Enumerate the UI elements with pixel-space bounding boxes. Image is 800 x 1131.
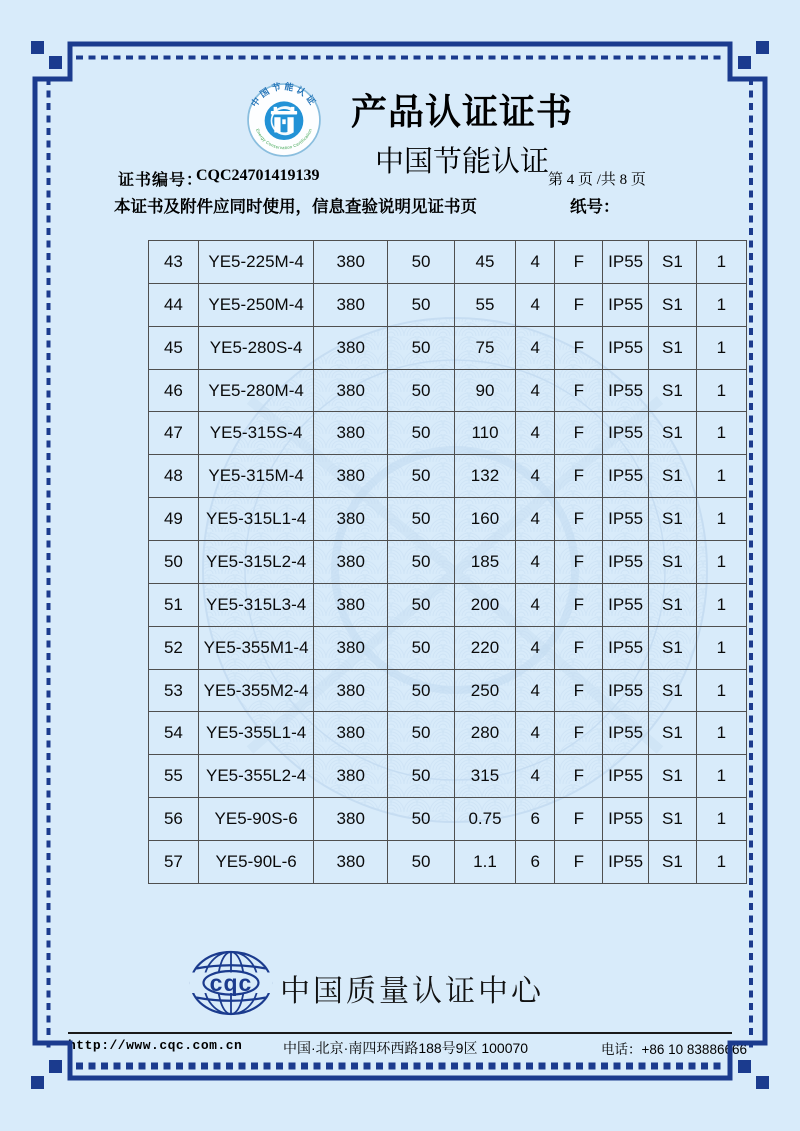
cqc-globe-logo-icon: [188, 950, 274, 1018]
table-cell: 6: [515, 841, 554, 884]
table-cell: 4: [515, 241, 554, 284]
table-cell: S1: [649, 283, 697, 326]
spec-table-container: [148, 240, 747, 884]
table-cell: 4: [515, 498, 554, 541]
table-cell: YE5-315M-4: [198, 455, 314, 498]
cert-no-label: 证书编号：: [118, 172, 204, 189]
table-cell: 53: [149, 669, 199, 712]
table-cell: 54: [149, 712, 199, 755]
table-cell: IP55: [603, 241, 649, 284]
table-cell: 50: [388, 498, 455, 541]
table-row: [149, 498, 747, 541]
table-cell: S1: [649, 712, 697, 755]
table-cell: 1: [696, 626, 746, 669]
table-cell: 185: [455, 541, 516, 584]
table-cell: F: [555, 669, 603, 712]
table-cell: 1: [696, 841, 746, 884]
table-cell: 380: [314, 583, 388, 626]
table-row: [149, 755, 747, 798]
table-cell: 4: [515, 583, 554, 626]
table-cell: YE5-90L-6: [198, 841, 314, 884]
table-cell: IP55: [603, 669, 649, 712]
table-cell: F: [555, 369, 603, 412]
table-cell: 1: [696, 541, 746, 584]
table-cell: 50: [388, 455, 455, 498]
table-cell: F: [555, 241, 603, 284]
table-cell: 1: [696, 326, 746, 369]
table-cell: F: [555, 798, 603, 841]
spec-table-body: [149, 241, 747, 884]
footer-website-link[interactable]: http://www.cqc.com.cn: [68, 1038, 243, 1053]
table-cell: 55: [455, 283, 516, 326]
table-cell: 1: [696, 455, 746, 498]
table-cell: 380: [314, 755, 388, 798]
table-cell: 46: [149, 369, 199, 412]
table-cell: 1: [696, 755, 746, 798]
energy-conservation-badge-icon: [246, 82, 322, 158]
page-subtitle: 中国节能认证: [374, 146, 549, 178]
table-cell: 4: [515, 412, 554, 455]
table-cell: IP55: [603, 755, 649, 798]
table-cell: 0.75: [455, 798, 516, 841]
table-cell: 1: [696, 798, 746, 841]
cqc-logo-text: cqc: [209, 970, 253, 996]
table-cell: YE5-355L2-4: [198, 755, 314, 798]
table-cell: 49: [149, 498, 199, 541]
table-cell: 1: [696, 283, 746, 326]
table-cell: 55: [149, 755, 199, 798]
table-cell: 50: [388, 669, 455, 712]
table-row: [149, 841, 747, 884]
table-cell: 50: [388, 241, 455, 284]
table-cell: 220: [455, 626, 516, 669]
table-cell: S1: [649, 498, 697, 541]
footer-divider: [68, 1032, 732, 1034]
table-cell: 4: [515, 326, 554, 369]
table-cell: YE5-315L3-4: [198, 583, 314, 626]
table-cell: 380: [314, 369, 388, 412]
table-cell: YE5-280S-4: [198, 326, 314, 369]
table-cell: 4: [515, 369, 554, 412]
table-cell: YE5-315L1-4: [198, 498, 314, 541]
table-row: [149, 669, 747, 712]
table-cell: IP55: [603, 712, 649, 755]
table-cell: 380: [314, 541, 388, 584]
table-cell: 160: [455, 498, 516, 541]
badge-arc-top-text: 中国节能认证: [249, 82, 319, 109]
table-cell: 380: [314, 798, 388, 841]
table-cell: 50: [388, 326, 455, 369]
table-cell: 50: [388, 755, 455, 798]
table-row: [149, 241, 747, 284]
table-cell: 380: [314, 455, 388, 498]
table-cell: IP55: [603, 626, 649, 669]
table-row: [149, 798, 747, 841]
table-cell: IP55: [603, 412, 649, 455]
footer-address: 中国·北京·南四环西路188号9区 100070: [283, 1040, 529, 1056]
table-cell: 1: [696, 583, 746, 626]
table-cell: IP55: [603, 283, 649, 326]
table-cell: 4: [515, 541, 554, 584]
table-cell: 50: [388, 412, 455, 455]
table-cell: 4: [515, 455, 554, 498]
table-row: [149, 583, 747, 626]
table-cell: S1: [649, 841, 697, 884]
table-cell: IP55: [603, 455, 649, 498]
table-cell: 1: [696, 669, 746, 712]
table-cell: F: [555, 583, 603, 626]
table-row: [149, 455, 747, 498]
table-row: [149, 326, 747, 369]
table-cell: 280: [455, 712, 516, 755]
table-cell: 1: [696, 369, 746, 412]
table-cell: 51: [149, 583, 199, 626]
table-cell: 50: [388, 798, 455, 841]
table-cell: 50: [388, 369, 455, 412]
table-cell: YE5-315L2-4: [198, 541, 314, 584]
table-row: [149, 369, 747, 412]
cert-no-value: CQC24701419139: [196, 167, 320, 184]
table-cell: 1.1: [455, 841, 516, 884]
table-cell: 250: [455, 669, 516, 712]
table-cell: S1: [649, 541, 697, 584]
table-cell: S1: [649, 755, 697, 798]
table-cell: 45: [455, 241, 516, 284]
table-cell: F: [555, 712, 603, 755]
table-cell: YE5-355M2-4: [198, 669, 314, 712]
table-row: [149, 412, 747, 455]
table-cell: F: [555, 498, 603, 541]
table-cell: YE5-355M1-4: [198, 626, 314, 669]
table-cell: F: [555, 455, 603, 498]
table-cell: 44: [149, 283, 199, 326]
footer-phone: 电话：+86 10 83886666: [601, 1042, 747, 1057]
table-cell: 50: [388, 712, 455, 755]
page-title: 产品认证证书: [350, 91, 573, 132]
table-cell: S1: [649, 583, 697, 626]
paper-no-label: 纸号：: [570, 198, 620, 216]
table-cell: 315: [455, 755, 516, 798]
table-row: [149, 712, 747, 755]
table-cell: 380: [314, 283, 388, 326]
table-cell: IP55: [603, 498, 649, 541]
table-cell: 380: [314, 498, 388, 541]
table-cell: IP55: [603, 798, 649, 841]
table-cell: 90: [455, 369, 516, 412]
table-cell: YE5-250M-4: [198, 283, 314, 326]
table-cell: 52: [149, 626, 199, 669]
table-cell: IP55: [603, 841, 649, 884]
table-cell: 380: [314, 841, 388, 884]
table-cell: YE5-280M-4: [198, 369, 314, 412]
table-cell: S1: [649, 669, 697, 712]
table-cell: IP55: [603, 326, 649, 369]
table-cell: 57: [149, 841, 199, 884]
table-cell: 4: [515, 669, 554, 712]
page-number-info: 第 4 页 /共 8 页: [548, 172, 646, 188]
table-cell: 1: [696, 412, 746, 455]
table-cell: 380: [314, 712, 388, 755]
table-cell: S1: [649, 326, 697, 369]
table-cell: S1: [649, 455, 697, 498]
table-cell: 6: [515, 798, 554, 841]
table-cell: F: [555, 283, 603, 326]
table-cell: IP55: [603, 541, 649, 584]
org-name: 中国质量认证中心: [280, 975, 544, 1008]
table-cell: IP55: [603, 583, 649, 626]
table-cell: 50: [388, 541, 455, 584]
table-cell: 4: [515, 755, 554, 798]
table-cell: 50: [388, 626, 455, 669]
table-cell: YE5-90S-6: [198, 798, 314, 841]
table-cell: F: [555, 412, 603, 455]
table-cell: 4: [515, 283, 554, 326]
table-cell: YE5-355L1-4: [198, 712, 314, 755]
table-cell: F: [555, 541, 603, 584]
table-cell: 380: [314, 626, 388, 669]
table-cell: 132: [455, 455, 516, 498]
table-cell: 43: [149, 241, 199, 284]
table-cell: 110: [455, 412, 516, 455]
table-cell: 47: [149, 412, 199, 455]
table-cell: S1: [649, 412, 697, 455]
table-row: [149, 626, 747, 669]
table-cell: YE5-225M-4: [198, 241, 314, 284]
badge-arc-bottom-text: Energy Conservation Certification: [255, 127, 313, 151]
table-cell: 380: [314, 669, 388, 712]
table-cell: 50: [388, 841, 455, 884]
table-cell: 56: [149, 798, 199, 841]
table-cell: S1: [649, 369, 697, 412]
table-cell: 4: [515, 712, 554, 755]
table-cell: S1: [649, 626, 697, 669]
table-cell: YE5-315S-4: [198, 412, 314, 455]
table-row: [149, 283, 747, 326]
table-cell: 50: [388, 583, 455, 626]
table-cell: 4: [515, 626, 554, 669]
table-cell: 380: [314, 241, 388, 284]
table-cell: F: [555, 326, 603, 369]
table-cell: 50: [149, 541, 199, 584]
table-cell: S1: [649, 798, 697, 841]
table-cell: F: [555, 755, 603, 798]
table-cell: 380: [314, 326, 388, 369]
table-cell: 45: [149, 326, 199, 369]
product-spec-table: [148, 240, 747, 884]
table-cell: F: [555, 626, 603, 669]
table-cell: 1: [696, 712, 746, 755]
table-cell: 75: [455, 326, 516, 369]
table-cell: 1: [696, 241, 746, 284]
table-cell: IP55: [603, 369, 649, 412]
usage-note: 本证书及附件应同时使用，信息查验说明见证书页: [114, 198, 477, 216]
table-cell: 50: [388, 283, 455, 326]
table-cell: 380: [314, 412, 388, 455]
table-cell: 1: [696, 498, 746, 541]
table-cell: S1: [649, 241, 697, 284]
table-cell: 48: [149, 455, 199, 498]
table-cell: 200: [455, 583, 516, 626]
table-row: [149, 541, 747, 584]
table-cell: F: [555, 841, 603, 884]
